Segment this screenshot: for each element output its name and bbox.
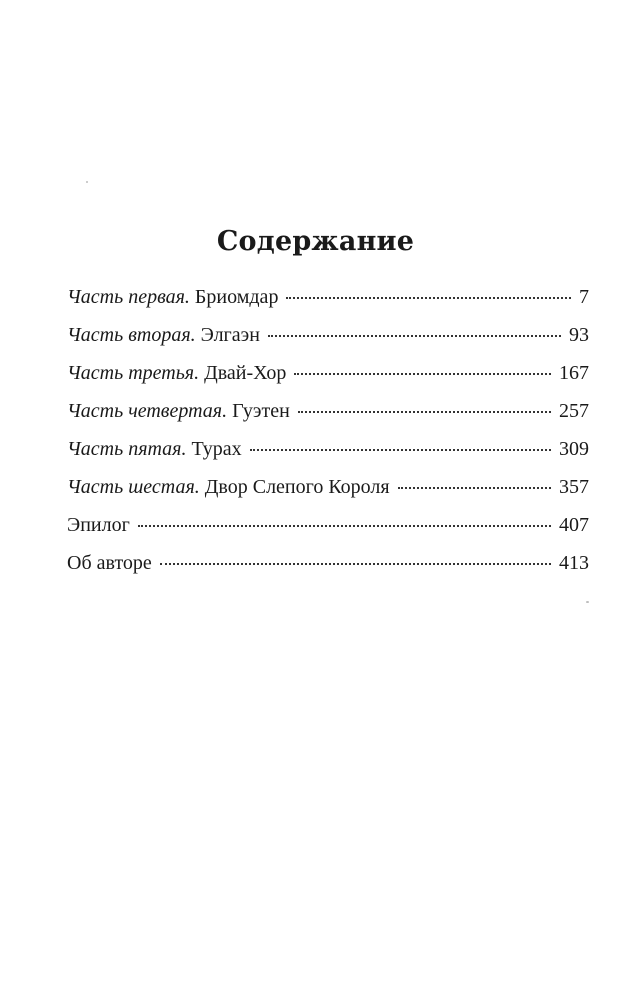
entry-title: Гуэтен [227,400,290,422]
paper-speck [586,601,589,603]
dot-leader [250,449,551,451]
entry-part-label: Часть шестая. [67,476,200,498]
entry-label [67,475,390,499]
entry-part-label: Часть четвертая. [67,400,228,422]
toc-entry-part-5[interactable] [67,437,589,475]
dot-leader [268,335,561,337]
entry-title: Об авторе [67,552,152,574]
entry-title: Бриомдар [189,286,279,308]
entry-page-number: 413 [559,552,589,574]
entry-part-label: Часть вторая. [67,324,196,346]
entry-label [67,361,286,385]
dot-leader [160,563,551,565]
entry-page-number: 7 [579,286,589,308]
dot-leader [138,525,551,527]
dot-leader [298,411,551,413]
toc-entry-part-6[interactable] [67,475,589,513]
dot-leader [294,373,551,375]
entry-label [67,551,152,575]
entry-part-label: Часть первая. [67,286,190,308]
entry-page-number: 357 [559,476,589,498]
entry-label [67,437,242,461]
entry-page-number: 167 [559,362,589,384]
entry-page-number: 309 [559,438,589,460]
entry-page-number: 257 [559,400,589,422]
entry-label [67,285,278,309]
dot-leader [398,487,551,489]
entry-part-label: Часть пятая. [67,438,187,460]
entry-label [67,323,260,347]
toc-list [67,285,589,589]
entry-title: Двай-Хор [199,362,287,384]
toc-entry-part-2[interactable] [67,323,589,361]
entry-title: Элгаэн [195,324,260,346]
entry-title: Двор Слепого Короля [199,476,390,498]
dot-leader [286,297,571,299]
entry-label [67,399,290,423]
entry-page-number: 407 [559,514,589,536]
toc-entry-part-4[interactable] [67,399,589,437]
toc-entry-part-3[interactable] [67,361,589,399]
toc-entry-part-1[interactable] [67,285,589,323]
paper-speck [86,181,88,183]
toc-title: Содержание [216,226,415,257]
entry-page-number: 93 [569,324,589,346]
entry-part-label: Часть третья. [67,362,200,384]
entry-label [67,513,130,537]
toc-entry-epilogue[interactable] [67,513,589,551]
entry-title: Эпилог [67,514,130,536]
toc-entry-about-author[interactable] [67,551,589,589]
entry-title: Турах [186,438,242,460]
